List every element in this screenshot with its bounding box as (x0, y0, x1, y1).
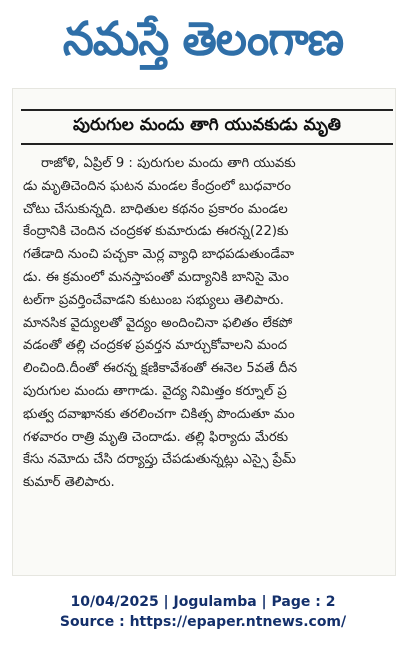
body-line: డు. ఈ క్రమంలో మనస్తాపంతో మద్యానికి బానిసై మెం (23, 269, 289, 285)
clipping-footer (0, 592, 406, 632)
body-line: కేంద్రానికి చెందిన చంద్రకళ కుమారుడు ఈరన్న(22)కు (23, 224, 289, 240)
body-line: గళవారం రాత్రి మృతి చెందాడు. తల్లి ఫిర్యాదు మేరకు (23, 429, 289, 445)
body-line: గతేడాది నుంచి పచ్చకా మెర్ల వ్యాధి బాధపడుతుండేవా (23, 247, 295, 263)
body-line: పురుగుల మందు తాగాడు. వైద్య నిమిత్తం కర్నూల్ ప్ర (23, 383, 287, 399)
body-line: కుమార్ తెలిపారు. (23, 475, 115, 491)
body-line: భుత్వ దవాఖానకు తరలించగా చికిత్స పొందుతూ మం (23, 406, 295, 422)
body-line: లించింది.దీంతో ఈరన్న క్షణికావేశంతో ఈనెల 5వతే దీన (23, 361, 298, 377)
body-line: రాజోళి, ఏప్రిల్ 9 : పురుగుల మందు తాగి యువకు (41, 156, 296, 171)
news-clipping (12, 88, 396, 576)
body-line: మానసిక వైద్యులతో వైద్యం అందించినా ఫలితం లేకపో (23, 315, 293, 331)
newspaper-masthead (0, 0, 406, 80)
masthead-logo-text: నమస్తే తెలంగాణ (62, 12, 344, 67)
body-line: డు మృతిచెందిన ఘటన మండల కేంద్రంలో బుధవారం (23, 178, 291, 194)
body-line: చోటు చేసుకున్నది. బాధితుల కథనం ప్రకారం మండల (23, 201, 288, 217)
body-line: వడంతో తల్లి చంద్రకళ ప్రవర్తన మార్చుకోవాలని మంద (23, 338, 288, 354)
body-line: కేసు నమోదు చేసి దర్యాప్తు చేపడుతున్నట్లు ఎస్సై ప్రేమ్ (23, 452, 296, 468)
article-headline: పురుగుల మందు తాగి యువకుడు మృతి (73, 115, 341, 135)
headline-box (21, 109, 393, 145)
publication-info: 10/04/2025 | Jogulamba | Page : 2 (70, 594, 336, 610)
body-line: టల్‌గా ప్రవర్తించేవాడని కుటుంబ సభ్యులు తెలిపారు. (23, 292, 284, 308)
article-body (23, 153, 391, 495)
source-link[interactable]: Source : https://epaper.ntnews.com/ (59, 614, 347, 630)
